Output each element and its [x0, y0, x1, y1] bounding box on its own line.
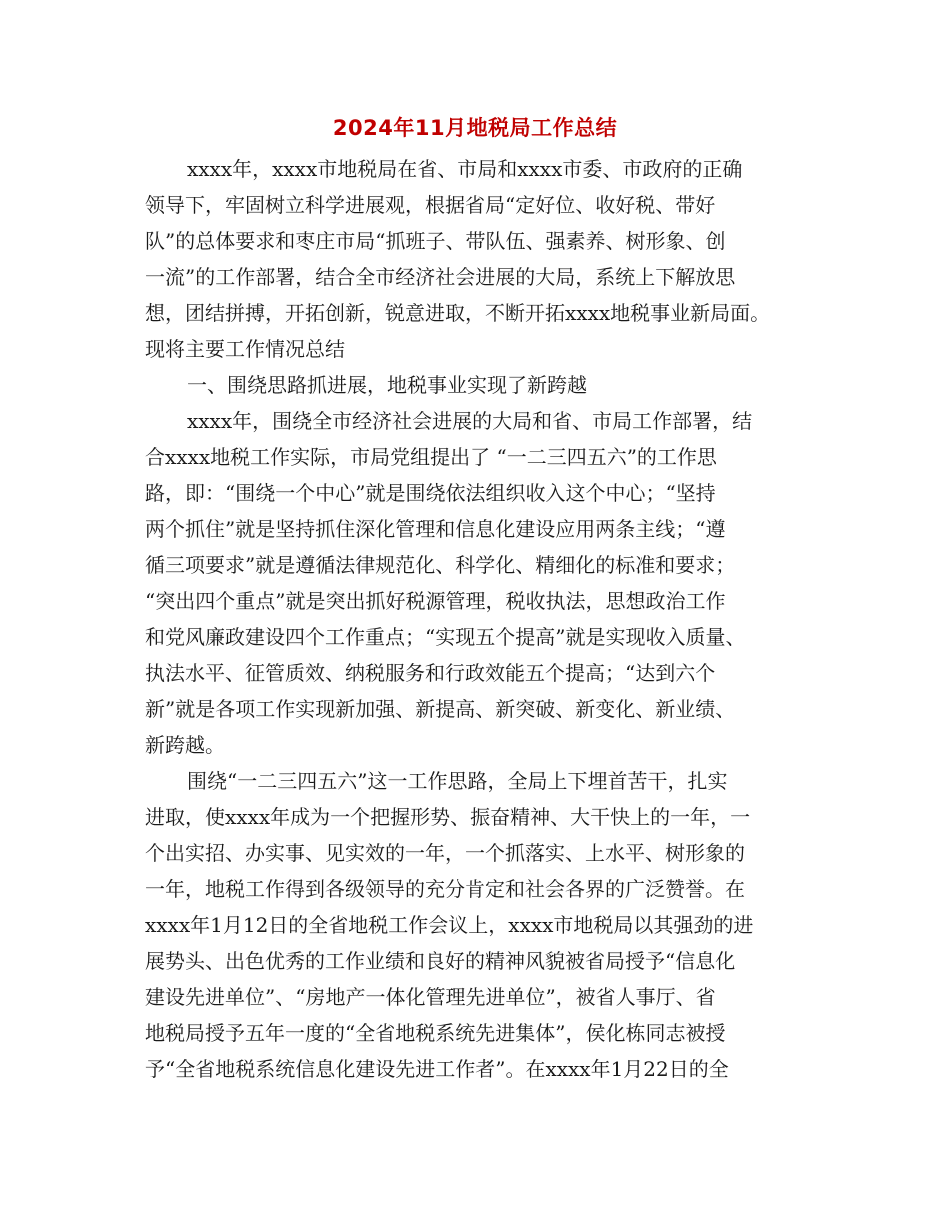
- paragraph-line: 予“全省地税系统信息化建设先进工作者”。在xxxx年1月22日的全: [145, 1057, 729, 1081]
- paragraph-line: 两个抓住”就是坚持抓住深化管理和信息化建设应用两条主线；“遵: [145, 517, 726, 541]
- section-heading: 一、围绕思路抓进展，地税事业实现了新跨越: [187, 373, 587, 397]
- paragraph-line: 现将主要工作情况总结: [145, 337, 345, 361]
- paragraph-line: 队”的总体要求和枣庄市局“抓班子、带队伍、强素养、树形象、创: [145, 229, 726, 253]
- paragraph-line: 围绕“一二三四五六”这一工作思路，全局上下埋首苦干，扎实: [187, 769, 728, 793]
- document-title: 2024年11月地税局工作总结: [332, 116, 618, 140]
- paragraph-line: 和党风廉政建设四个工作重点；“实现五个提高”就是实现收入质量、: [145, 625, 746, 649]
- paragraph-line: 领导下，牢固树立科学进展观，根据省局“定好位、收好税、带好: [145, 193, 716, 217]
- paragraph-line: 展势头、出色优秀的工作业绩和良好的精神风貌被省局授予“信息化: [145, 949, 736, 973]
- paragraph-line: 个出实招、办实事、见实效的一年，一个抓落实、上水平、树形象的: [145, 841, 745, 865]
- paragraph-line: 路，即：“围绕一个中心”就是围绕依法组织收入这个中心；“坚持: [145, 481, 716, 505]
- paragraph-line: 进取，使xxxx年成为一个把握形势、振奋精神、大干快上的一年，一: [145, 805, 751, 829]
- paragraph-line: xxxx年，围绕全市经济社会进展的大局和省、市局工作部署，结: [187, 409, 753, 433]
- paragraph-line: 一年，地税工作得到各级领导的充分肯定和社会各界的广泛赞誉。在: [145, 877, 745, 901]
- paragraph-line: 合xxxx地税工作实际，市局党组提出了 “一二三四五六”的工作思: [145, 445, 717, 469]
- paragraph-line: 执法水平、征管质效、纳税服务和行政效能五个提高；“达到六个: [145, 661, 716, 685]
- paragraph-line: “突出四个重点”就是突出抓好税源管理，税收执法，思想政治工作: [145, 589, 726, 613]
- paragraph-line: 新跨越。: [145, 733, 225, 757]
- paragraph-line: 想，团结拼搏，开拓创新，锐意进取，不断开拓xxxx地税事业新局面。: [145, 301, 771, 325]
- paragraph-line: 循三项要求”就是遵循法律规范化、科学化、精细化的标准和要求；: [145, 553, 736, 577]
- paragraph-line: 地税局授予五年一度的“全省地税系统先进集体”，侯化栋同志被授: [145, 1021, 726, 1045]
- paragraph-line: 新”就是各项工作实现新加强、新提高、新突破、新变化、新业绩、: [145, 697, 736, 721]
- paragraph-line: xxxx年，xxxx市地税局在省、市局和xxxx市委、市政府的正确: [187, 157, 743, 181]
- paragraph-line: 一流”的工作部署，结合全市经济社会进展的大局，系统上下解放思: [145, 265, 736, 289]
- paragraph-line: 建设先进单位”、“房地产一体化管理先进单位”，被省人事厅、省: [145, 985, 716, 1009]
- paragraph-line: xxxx年1月12日的全省地税工作会议上，xxxx市地税局以其强劲的进: [145, 913, 754, 937]
